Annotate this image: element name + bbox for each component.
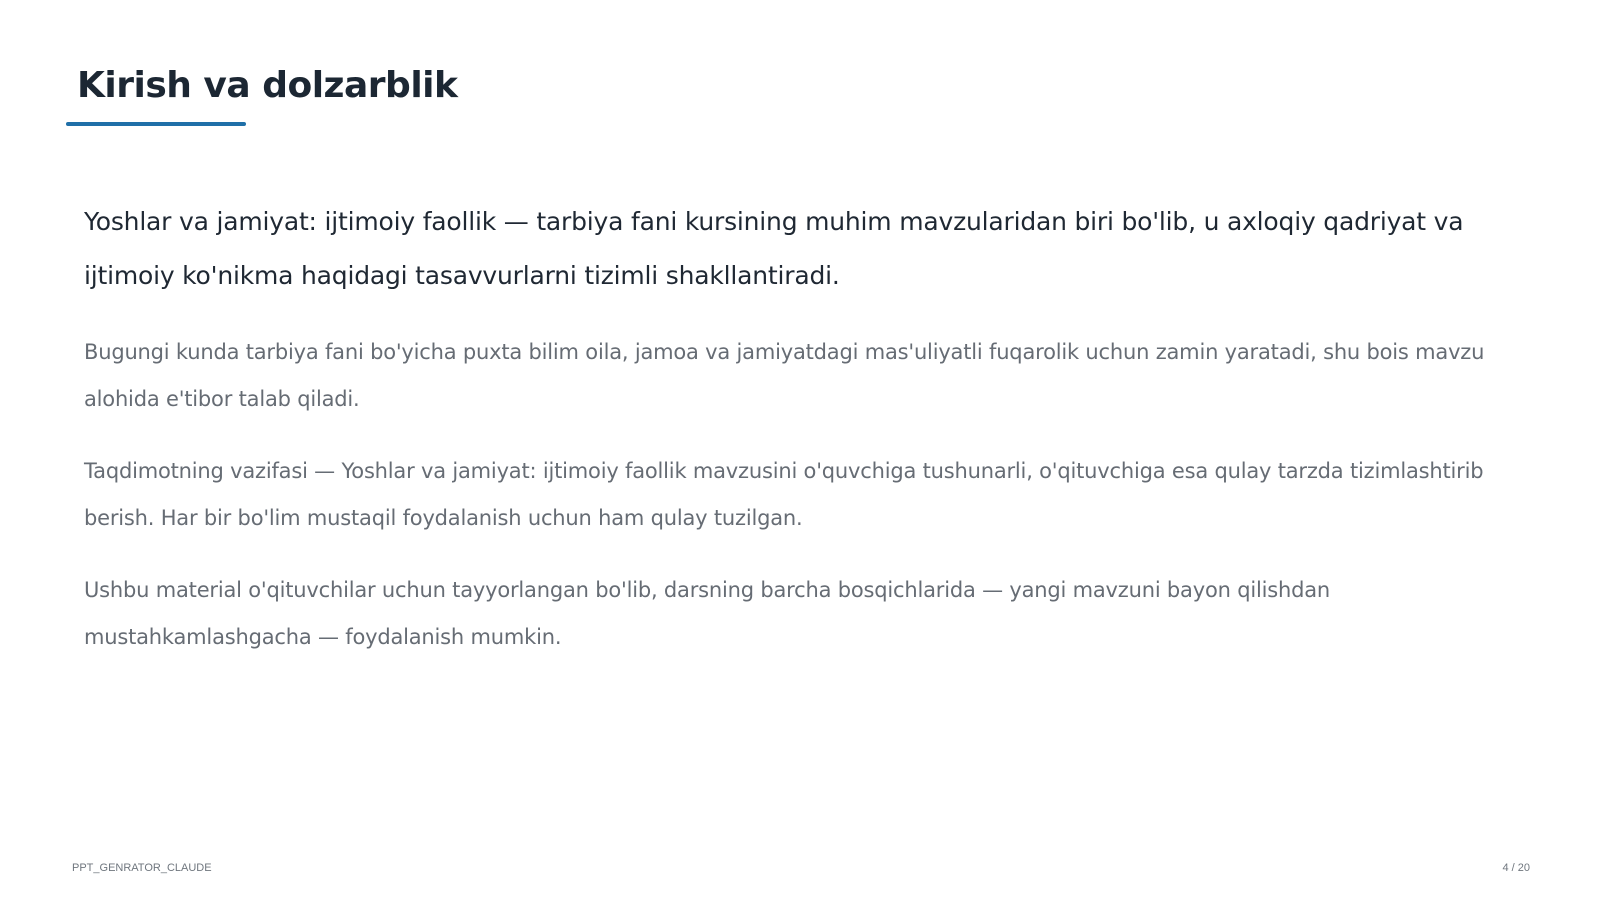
title-underline	[66, 122, 246, 126]
page-number: 4 / 20	[1502, 862, 1530, 874]
body-paragraph: Ushbu material o'qituvchilar uchun tayyorlangan bo'lib, darsning barcha bosqichlarida — yangi mavzuni bayon qilishdan mustahkamlashgacha — foydalanish mumkin.	[84, 578, 1330, 649]
slide-title: Kirish va dolzarblik	[77, 65, 458, 106]
body-paragraph: Bugungi kunda tarbiya fani bo'yicha puxta bilim oila, jamoa va jamiyatdagi mas'uliyatli fuqarolik uchun zamin yaratadi, shu bois mavzu alohida e'tibor talab qiladi.	[84, 340, 1485, 411]
lead-paragraph: Yoshlar va jamiyat: ijtimoiy faollik — tarbiya fani kursining muhim mavzularidan biri bo'lib, u axloqiy qadriyat va ijtimoiy ko'nikma haqidagi tasavvurlarni tizimli shakllantiradi.	[84, 207, 1464, 290]
body-paragraph: Taqdimotning vazifasi — Yoshlar va jamiyat: ijtimoiy faollik mavzusini o'quvchiga tushunarli, o'qituvchiga esa qulay tarzda tizimlashtirib berish. Har bir bo'lim mustaqil foydalanish uchun ham qulay tuzilgan.	[84, 459, 1484, 530]
footer-source: PPT_GENRATOR_CLAUDE	[72, 862, 212, 874]
slide-content	[84, 195, 1524, 661]
